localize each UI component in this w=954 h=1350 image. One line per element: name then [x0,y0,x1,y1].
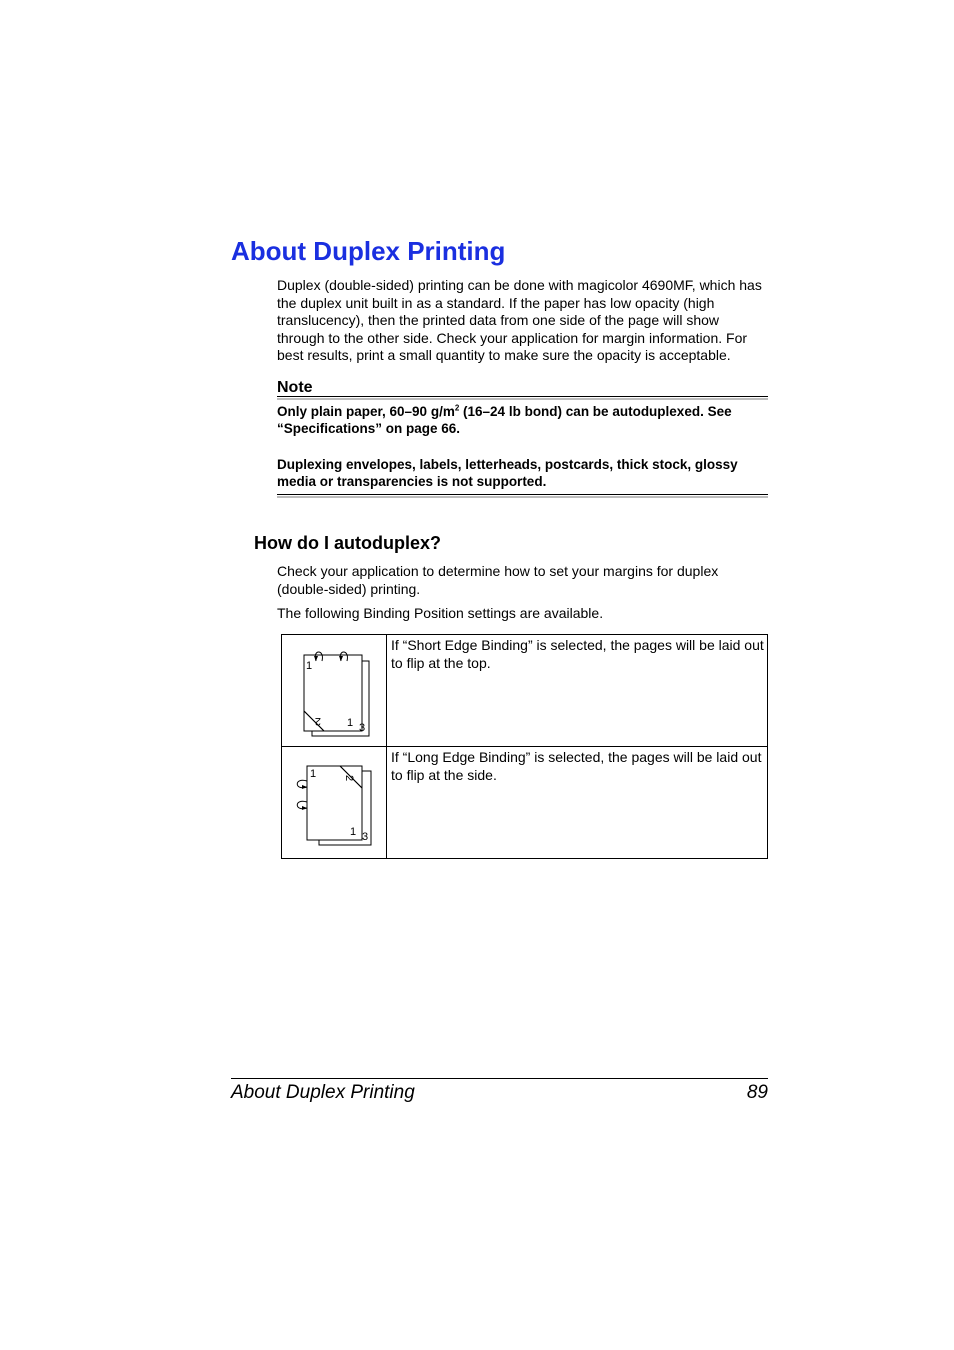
footer-section-title: About Duplex Printing [231,1082,415,1103]
short-edge-binding-icon [282,635,386,746]
long-edge-binding-icon [282,747,386,858]
front-page-number: 1 [310,768,317,780]
note-p1-text: Only plain paper, 60–90 g/m [277,404,455,419]
back-page-number: 2 [343,775,355,782]
note-heading: Note [277,379,313,396]
footer-rule [231,1078,768,1079]
back-page-number: 2 [314,715,321,727]
note-top-rule [277,396,768,400]
page-number-b: 3 [359,722,366,734]
section-paragraph-2: The following Binding Position settings are available. [277,605,604,621]
footer-page-number: 89 [746,1082,768,1103]
note-p1-superscript: 2 [454,403,460,413]
table-cell-text: If “Short Edge Binding” is selected, the pages will be laid out to flip at the top. [387,635,768,747]
page-title: About Duplex Printing [231,236,506,266]
page-number-a: 1 [347,717,354,729]
note-paragraph-1 [277,403,769,438]
table-cell-text: If “Long Edge Binding” is selected, the pages will be laid out to flip at the side. [387,747,768,859]
note-bottom-rule [277,494,768,498]
intro-paragraph: Duplex (double-sided) printing can be done with magicolor 4690MF, which has the duplex unit built in as a standard. If the paper has low opacity (high translucency), then the printed data from one side of the page will show through to the other side. Check your application for margin information. For best results, print a small quantity to make sure the opacity is acceptable. [277,277,762,364]
note-p1-text-cont: (16–24 lb bond) can be autoduplexed. See “Specifications” on page 66. [277,404,732,437]
section-paragraph-1: Check your application to determine how to set your margins for duplex (double-sided) printing. [277,563,719,597]
table-cell-icon [282,747,387,859]
table-row [282,635,768,747]
page-number-b: 3 [362,831,369,843]
page-number-a: 1 [350,826,357,838]
table-row [282,747,768,859]
table-cell-icon [282,635,387,747]
note-paragraph-2: Duplexing envelopes, labels, letterheads, postcards, thick stock, glossy media or transparencies is not supported. [277,457,738,490]
front-page-number: 1 [306,660,313,672]
section-heading: How do I autoduplex? [254,533,441,553]
binding-position-table [281,634,768,859]
